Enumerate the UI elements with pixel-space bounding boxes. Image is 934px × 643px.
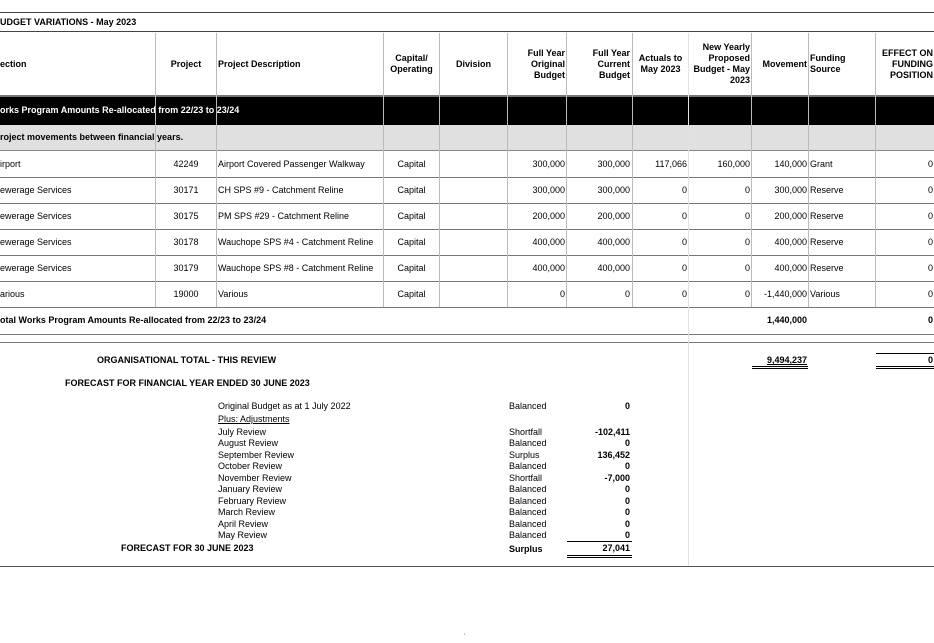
org-total-effect-underline (876, 366, 934, 369)
cell-movement: 200,000 (774, 211, 807, 221)
review-value: -7,000 (604, 473, 630, 483)
forecast-subtotal-line (567, 541, 632, 542)
forecast-total-value: 27,041 (602, 543, 630, 553)
cell-actuals: 0 (681, 237, 687, 247)
forecast-original-status: Balanced (509, 401, 547, 411)
cell-actuals: 0 (681, 289, 687, 299)
cell-original: 300,000 (532, 159, 565, 169)
row-divider (0, 203, 934, 204)
cell-proposed: 160,000 (717, 159, 750, 169)
cell-section: ewerage Services (0, 185, 72, 195)
org-total-movement: 9,494,237 (766, 355, 807, 365)
sheet-title: UDGET VARIATIONS - May 2023 (0, 17, 137, 27)
cell-proposed: 0 (744, 185, 750, 195)
gridline (216, 33, 217, 307)
cell-movement: -1,440,000 (763, 289, 807, 299)
forecast-total-label: FORECAST FOR 30 JUNE 2023 (121, 543, 254, 553)
cell-current: 300,000 (597, 159, 630, 169)
gridline (751, 33, 752, 307)
sheet-bottom-border (0, 566, 934, 567)
review-status: Balanced (509, 461, 547, 471)
cell-movement: 300,000 (774, 185, 807, 195)
review-label: May Review (218, 530, 268, 540)
cell-actuals: 0 (681, 211, 687, 221)
cell-capital: Capital (397, 211, 426, 221)
cell-effect: 0 (927, 237, 933, 247)
review-status: Balanced (509, 507, 547, 517)
cell-movement: 140,000 (774, 159, 807, 169)
header-divider (0, 95, 934, 97)
cell-capital: Capital (397, 159, 426, 169)
org-total-effect: 0 (927, 355, 933, 365)
cell-capital: Capital (397, 185, 426, 195)
cell-project: 19000 (173, 289, 199, 299)
cell-funding: Reserve (810, 211, 844, 221)
cell-funding: Reserve (810, 185, 844, 195)
review-label: November Review (218, 473, 292, 483)
header-movement: Movement (762, 58, 807, 69)
cell-capital: Capital (397, 263, 426, 273)
cell-movement: 400,000 (774, 263, 807, 273)
org-total-label: ORGANISATIONAL TOTAL - THIS REVIEW (97, 355, 277, 365)
gridline (383, 33, 384, 307)
forecast-original-value: 0 (624, 401, 630, 411)
header-actuals: Actuals to May 2023 (638, 53, 683, 74)
cell-section: irport (0, 159, 21, 169)
review-status: Surplus (509, 450, 540, 460)
review-value: 0 (624, 461, 630, 471)
cell-movement: 400,000 (774, 237, 807, 247)
cell-current: 0 (624, 289, 630, 299)
cell-actuals: 117,066 (655, 159, 687, 169)
gridline (875, 33, 876, 307)
cell-funding: Reserve (810, 263, 844, 273)
band-project-movements (0, 125, 934, 151)
header-current: Full Year Current Budget (592, 47, 630, 80)
cell-current: 200,000 (597, 211, 630, 221)
gridline (507, 33, 508, 307)
total-works-effect: 0 (927, 315, 933, 325)
band-works-program-label: orks Program Amounts Re-allocated from 22/23 to 23/24 (0, 105, 240, 115)
cell-proposed: 0 (744, 289, 750, 299)
gridline (632, 33, 633, 307)
review-status: Balanced (509, 496, 547, 506)
cell-section: ewerage Services (0, 263, 72, 273)
gridline (688, 33, 689, 566)
forecast-total-status: Surplus (509, 544, 543, 554)
cell-current: 300,000 (597, 185, 630, 195)
cell-funding: Various (810, 289, 840, 299)
cell-current: 400,000 (597, 237, 630, 247)
header-description: Project Description (218, 58, 301, 69)
cell-actuals: 0 (681, 185, 687, 195)
cell-project: 30175 (173, 211, 199, 221)
review-status: Shortfall (509, 427, 543, 437)
cell-project: 30178 (173, 237, 199, 247)
total-works-movement: 1,440,000 (766, 315, 807, 325)
cell-current: 400,000 (597, 263, 630, 273)
review-label: July Review (218, 427, 267, 437)
page-mark: ' (464, 634, 466, 640)
cell-actuals: 0 (681, 263, 687, 273)
review-value: 0 (624, 438, 630, 448)
review-label: January Review (218, 484, 283, 494)
header-effect: EFFECT ON FUNDING POSITION (882, 47, 933, 80)
review-value: 136,452 (597, 450, 630, 460)
cell-description: Wauchope SPS #8 - Catchment Reline (218, 263, 374, 273)
review-status: Balanced (509, 484, 547, 494)
cell-original: 400,000 (532, 237, 565, 247)
row-divider (0, 177, 934, 178)
header-capital: Capital/ Operating (390, 53, 433, 74)
review-value: 0 (624, 519, 630, 529)
cell-description: Wauchope SPS #4 - Catchment Reline (218, 237, 374, 247)
header-original: Full Year Original Budget (527, 47, 565, 80)
cell-section: arious (0, 289, 25, 299)
header-section: ection (0, 58, 27, 69)
cell-effect: 0 (927, 289, 933, 299)
review-label: March Review (218, 507, 276, 517)
cell-capital: Capital (397, 289, 426, 299)
review-value: 0 (624, 496, 630, 506)
cell-section: ewerage Services (0, 211, 72, 221)
review-label: September Review (218, 450, 295, 460)
cell-description: Various (218, 289, 248, 299)
cell-original: 400,000 (532, 263, 565, 273)
row-divider (0, 307, 934, 308)
title-bar (0, 12, 934, 32)
cell-effect: 0 (927, 159, 933, 169)
header-project: Project (170, 58, 202, 69)
cell-effect: 0 (927, 185, 933, 195)
review-label: August Review (218, 438, 279, 448)
header-funding: Funding Source (810, 53, 846, 74)
cell-original: 300,000 (532, 185, 565, 195)
cell-funding: Grant (810, 159, 833, 169)
review-status: Balanced (509, 530, 547, 540)
gridline (439, 33, 440, 307)
cell-description: PM SPS #29 - Catchment Reline (218, 211, 350, 221)
row-divider (0, 281, 934, 282)
header-division: Division (455, 58, 491, 69)
cell-funding: Reserve (810, 237, 844, 247)
cell-proposed: 0 (744, 211, 750, 221)
cell-effect: 0 (927, 263, 933, 273)
cell-effect: 0 (927, 211, 933, 221)
review-value: 0 (624, 484, 630, 494)
review-value: 0 (624, 530, 630, 540)
cell-description: Airport Covered Passenger Walkway (218, 159, 365, 169)
cell-project: 30179 (173, 263, 199, 273)
band-project-movements-label: roject movements between financial years. (0, 132, 184, 142)
review-label: February Review (218, 496, 287, 506)
cell-description: CH SPS #9 - Catchment Reline (218, 185, 344, 195)
cell-proposed: 0 (744, 237, 750, 247)
gridline (155, 33, 156, 307)
header-proposed: New Yearly Proposed Budget - May 2023 (693, 42, 750, 85)
review-status: Balanced (509, 519, 547, 529)
band-works-program (0, 96, 934, 125)
row-divider (0, 229, 934, 230)
org-total-effect-overline (876, 353, 934, 354)
review-status: Shortfall (509, 473, 543, 483)
review-status: Balanced (509, 438, 547, 448)
cell-section: ewerage Services (0, 237, 72, 247)
cell-project: 42249 (173, 159, 199, 169)
review-label: April Review (218, 519, 269, 529)
forecast-original-label: Original Budget as at 1 July 2022 (218, 401, 351, 411)
row-divider (0, 342, 934, 343)
gridline (566, 33, 567, 307)
org-total-movement-underline (752, 366, 808, 369)
cell-capital: Capital (397, 237, 426, 247)
forecast-heading: FORECAST FOR FINANCIAL YEAR ENDED 30 JUNE 2023 (65, 378, 310, 388)
cell-project: 30171 (173, 185, 199, 195)
total-works-label: otal Works Program Amounts Re-allocated from 22/23 to 23/24 (0, 315, 267, 325)
cell-original: 200,000 (532, 211, 565, 221)
review-value: -102,411 (594, 427, 630, 437)
row-divider (0, 334, 934, 335)
review-label: October Review (218, 461, 283, 471)
plus-adjustments-label: Plus: Adjustments (218, 414, 290, 424)
review-value: 0 (624, 507, 630, 517)
row-divider (0, 255, 934, 256)
forecast-total-underline (567, 555, 632, 558)
cell-proposed: 0 (744, 263, 750, 273)
cell-original: 0 (559, 289, 565, 299)
gridline (808, 33, 809, 307)
